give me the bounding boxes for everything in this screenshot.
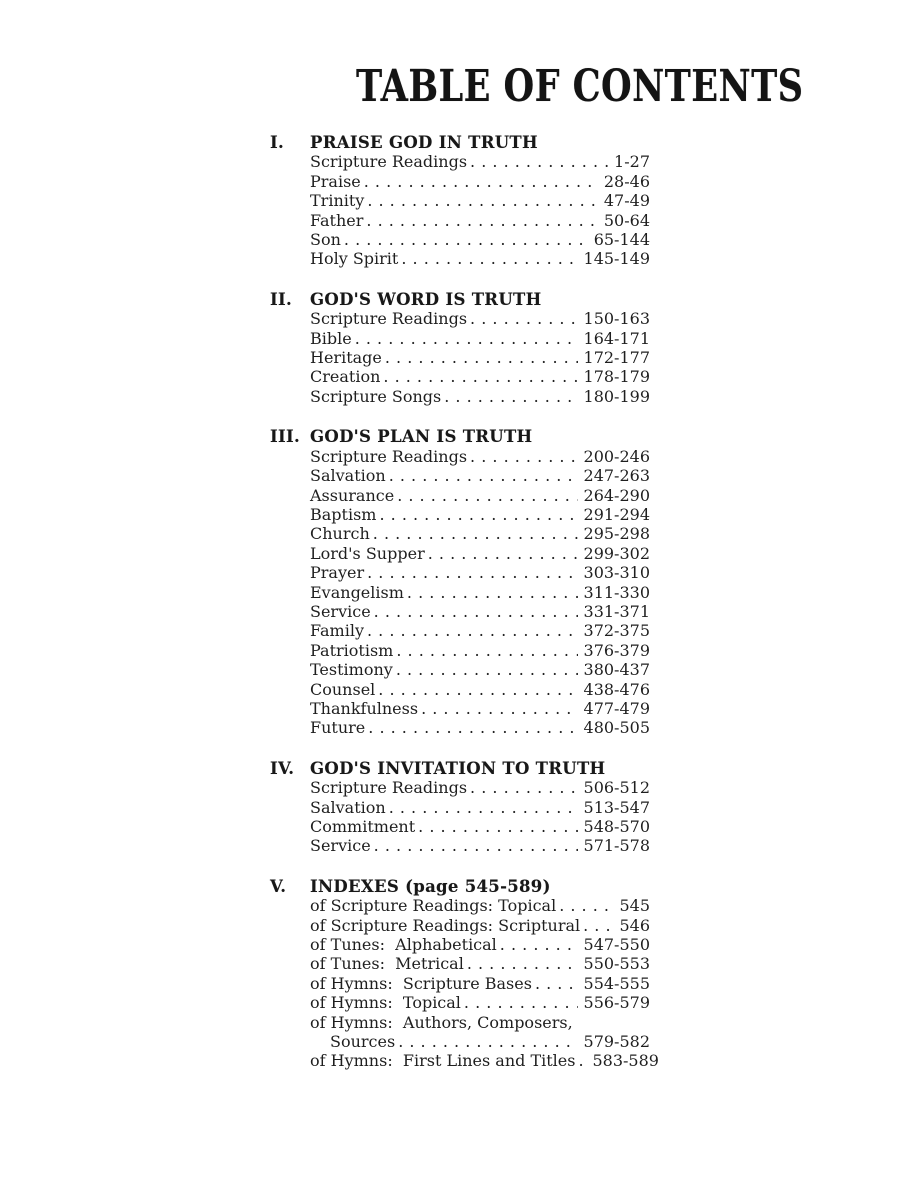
page-range: 264-290: [583, 485, 650, 505]
page-range: 506-512: [583, 778, 650, 798]
entry-label: Scripture Songs: [310, 386, 442, 406]
toc-entry: [310, 230, 650, 249]
entry-label: of Scripture Readings: Topical: [310, 896, 557, 916]
toc: [270, 133, 659, 1071]
page-range: 571-578: [583, 836, 650, 856]
page-title-text: TABLE OF CONTENTS: [355, 61, 804, 112]
toc-entry: [310, 916, 650, 935]
entry-label: Scripture Readings: [310, 152, 468, 172]
toc-entry: [310, 211, 650, 230]
dot-leader: [578, 1051, 586, 1070]
toc-entry: [310, 935, 650, 954]
toc-entry: [310, 778, 650, 797]
page-range: 291-294: [583, 504, 650, 524]
toc-entry: [310, 699, 650, 718]
section-head: [270, 427, 650, 446]
dot-leader: [396, 660, 578, 679]
entry-label: Salvation: [310, 466, 386, 486]
dot-leader: [368, 718, 577, 737]
section-numeral: IV.: [270, 758, 295, 778]
entry-label: Heritage: [310, 348, 382, 368]
page-range: 295-298: [583, 524, 650, 544]
dot-leader: [444, 387, 577, 406]
section-numeral: I.: [270, 133, 285, 152]
entry-label: of Scripture Readings: Scriptural: [310, 915, 581, 935]
section-entries: [310, 778, 650, 856]
section-heading: PRAISE GOD IN TRUTH: [310, 133, 538, 152]
toc-entry: [310, 660, 650, 679]
dot-leader: [470, 778, 577, 797]
page-title: [300, 0, 804, 112]
page-range: 331-371: [583, 601, 650, 621]
entry-label: Trinity: [310, 191, 365, 211]
entry-label: Future: [310, 718, 366, 738]
page-range: 546: [619, 915, 650, 935]
toc-entry: [310, 1051, 659, 1071]
toc-entry: [310, 249, 650, 268]
entry-label: Family: [310, 621, 364, 641]
page-range: 438-476: [583, 679, 650, 699]
page-range: 513-547: [583, 797, 650, 817]
toc-entry: [310, 563, 650, 582]
page-range: 247-263: [583, 466, 650, 486]
entry-label: Scripture Readings: [310, 309, 468, 329]
toc-entry: [310, 583, 650, 602]
dot-leader: [421, 699, 577, 718]
entry-label: of Hymns: Authors, Composers,: [310, 1012, 573, 1032]
dot-leader: [398, 1032, 577, 1051]
dot-leader: [367, 621, 578, 640]
dot-leader: [385, 348, 578, 367]
entry-label: Testimony: [310, 660, 393, 680]
entry-label: Creation: [310, 367, 381, 387]
dot-leader: [418, 817, 577, 836]
toc-entry: [310, 836, 650, 855]
page-range: 380-437: [583, 660, 650, 680]
page-range: 178-179: [583, 367, 650, 387]
toc-entry: [310, 329, 650, 348]
toc-entry: [310, 367, 650, 386]
toc-entry: [310, 974, 650, 993]
dot-leader: [500, 935, 578, 954]
page-range: 480-505: [583, 718, 650, 738]
section-entries: [310, 309, 650, 406]
page-range: 547-550: [583, 935, 650, 955]
section-numeral: V.: [270, 876, 287, 896]
toc-entry: [310, 486, 650, 505]
entry-label: Sources: [330, 1032, 396, 1052]
section-entries: [310, 447, 650, 738]
toc-entry: [310, 817, 650, 836]
dot-leader: [364, 172, 598, 191]
toc-entry: [310, 896, 650, 915]
dot-leader: [344, 230, 588, 249]
dot-leader: [355, 329, 578, 348]
toc-entry: [310, 641, 650, 660]
dot-leader: [373, 524, 578, 543]
page-range: 548-570: [583, 817, 650, 836]
toc-entry: [310, 718, 650, 737]
toc-section: [270, 427, 650, 738]
page-range: 311-330: [583, 582, 650, 602]
dot-leader: [396, 641, 577, 660]
entry-label: Prayer: [310, 563, 365, 583]
toc-entry: [310, 798, 650, 817]
page-range: 200-246: [583, 446, 650, 466]
entry-label: Bible: [310, 328, 352, 348]
dot-leader: [428, 544, 578, 563]
dot-leader: [464, 993, 578, 1012]
toc-entry: [310, 309, 650, 328]
page-range: 150-163: [583, 309, 650, 329]
page-range: 376-379: [583, 640, 650, 660]
entry-label: Evangelism: [310, 582, 404, 602]
page-range: 545: [619, 896, 650, 916]
page-range: 550-553: [583, 954, 650, 974]
page-range: 50-64: [603, 210, 650, 230]
dot-leader: [367, 563, 577, 582]
dot-leader: [379, 505, 577, 524]
entry-label: of Hymns: Topical: [310, 993, 461, 1013]
toc-entry: [310, 505, 650, 524]
page-range: 579-582: [583, 1032, 650, 1052]
entry-label: Lord's Supper: [310, 543, 425, 563]
toc-entry: [310, 172, 650, 191]
page-range: 164-171: [583, 328, 650, 348]
dot-leader: [559, 896, 613, 915]
dot-leader: [378, 680, 577, 699]
entry-label: of Hymns: Scripture Bases: [310, 973, 532, 993]
dot-leader: [470, 152, 608, 171]
dot-leader: [535, 974, 578, 993]
dot-leader: [389, 798, 578, 817]
entry-label: Scripture Readings: [310, 778, 468, 798]
entry-label: Patriotism: [310, 640, 394, 660]
toc-entry: [310, 954, 650, 973]
page-range: 65-144: [593, 230, 650, 250]
page-range: 372-375: [583, 621, 650, 641]
dot-leader: [389, 466, 578, 485]
toc-section: [270, 876, 659, 1071]
dot-leader: [467, 954, 578, 973]
dot-leader: [583, 916, 613, 935]
entry-label: Son: [310, 230, 341, 250]
entry-label: Holy Spirit: [310, 249, 399, 269]
dot-leader: [374, 836, 578, 855]
entry-label: Thankfulness: [310, 698, 419, 718]
entry-label: Service: [310, 836, 371, 856]
dot-leader: [383, 367, 577, 386]
page-range: 477-479: [583, 698, 650, 718]
entry-label: Father: [310, 210, 364, 230]
dot-leader: [367, 191, 598, 210]
dot-leader: [470, 309, 577, 328]
entry-label: Salvation: [310, 797, 386, 817]
page-range: 303-310: [583, 563, 650, 583]
dot-leader: [374, 602, 578, 621]
page-range: 554-555: [583, 973, 650, 993]
toc-entry: [310, 152, 650, 171]
page-range: 1-27: [614, 152, 650, 172]
toc-entry: [310, 602, 650, 621]
entry-label: Counsel: [310, 679, 376, 699]
section-numeral: III.: [270, 427, 301, 447]
dot-leader: [401, 249, 577, 268]
page-range: 583-589: [592, 1051, 659, 1071]
entry-label: Service: [310, 601, 371, 621]
toc-entry: [310, 621, 650, 640]
toc-section: [270, 133, 650, 269]
page-range: 556-579: [583, 993, 650, 1013]
toc-entry: [310, 447, 650, 466]
toc-section: [270, 759, 650, 856]
toc-entry: [310, 680, 650, 699]
entry-label: Assurance: [310, 485, 395, 505]
dot-leader: [366, 211, 597, 230]
entry-label: of Tunes: Alphabetical: [310, 935, 497, 955]
section-heading: INDEXES (page 545-589): [310, 876, 551, 896]
section-numeral: II.: [270, 289, 293, 309]
toc-entry: [310, 466, 650, 485]
toc-entry: [310, 348, 650, 367]
section-entries: [310, 152, 650, 268]
entry-label: Scripture Readings: [310, 446, 468, 466]
section-head: [270, 759, 650, 778]
entry-label: of Hymns: First Lines and Titles: [310, 1051, 576, 1071]
entry-label: Commitment: [310, 817, 416, 836]
page-range: 299-302: [583, 543, 650, 563]
entry-label: Church: [310, 524, 370, 544]
dot-leader: [397, 486, 577, 505]
toc-entry: [310, 387, 650, 406]
section-head: [270, 877, 650, 896]
entry-label: Praise: [310, 171, 361, 191]
section-heading: GOD'S INVITATION TO TRUTH: [310, 758, 606, 778]
section-heading: GOD'S PLAN IS TRUTH: [310, 427, 533, 447]
section-head: [270, 290, 650, 309]
page-range: 28-46: [603, 171, 650, 191]
section-entries: [310, 896, 659, 1071]
page-range: 47-49: [603, 191, 650, 211]
entry-label: Baptism: [310, 504, 377, 524]
toc-entry: [310, 191, 650, 210]
dot-leader: [470, 447, 577, 466]
page-range: 180-199: [583, 386, 650, 406]
page-range: 172-177: [583, 348, 650, 368]
toc-entry: [310, 993, 650, 1012]
entry-label: of Tunes: Metrical: [310, 954, 464, 974]
section-heading: GOD'S WORD IS TRUTH: [310, 289, 542, 309]
toc-entry: [310, 524, 650, 543]
toc-section: [270, 290, 650, 406]
toc-entry-continuation: [310, 1032, 650, 1051]
toc-entry: [310, 544, 650, 563]
section-head: [270, 133, 650, 152]
page-range: 145-149: [583, 249, 650, 269]
toc-entry: [310, 1013, 650, 1032]
dot-leader: [407, 583, 578, 602]
